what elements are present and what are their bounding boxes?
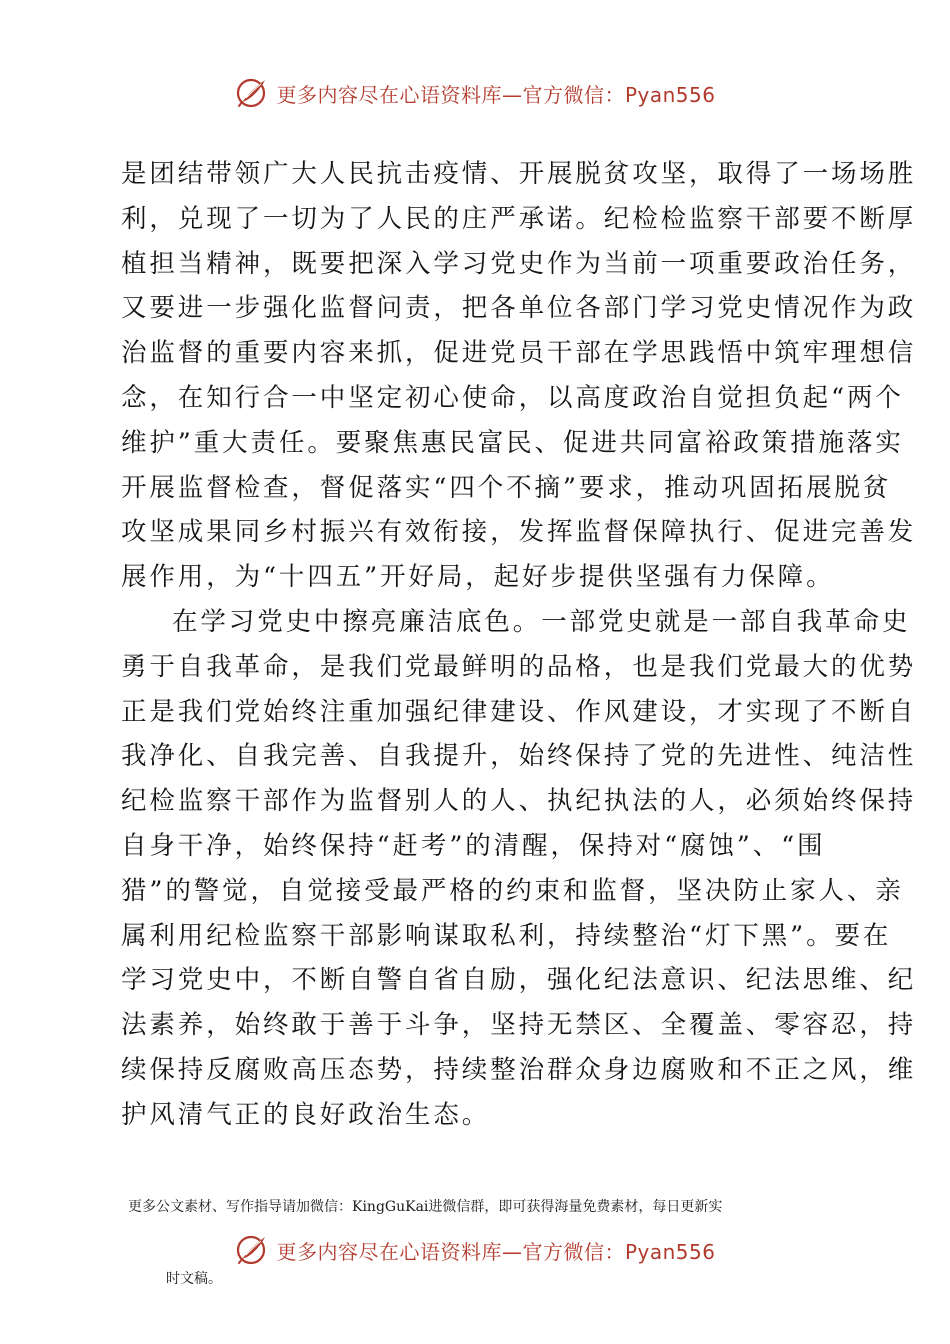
text-line: 护风清气正的良好政治生态。 — [121, 1099, 491, 1130]
text-line: 开展监督检查，督促落实“四个不摘”要求，推动巩固拓展脱贫 — [121, 472, 892, 503]
text-line: 植担当精神，既要把深入学习党史作为当前一项重要政治任务， — [121, 248, 917, 279]
text-line: 攻坚成果同乡村振兴有效衔接，发挥监督保障执行、促进完善发 — [121, 517, 917, 548]
paragraph-start-line: 在学习党史中擦亮廉洁底色。一部党史就是一部自我革命史 — [172, 606, 911, 637]
text-line: 是团结带领广大人民抗击疫情、开展脱贫攻坚，取得了一场场胜 — [121, 159, 917, 189]
text-line: 念，在知行合一中坚定初心使命，以高度政治自觉担负起“两个 — [121, 382, 904, 413]
text-line: 展作用，为“十四五”开好局，起好步提供坚强有力保障。 — [121, 562, 835, 593]
text-line: 维护”重大责任。要聚焦惠民富民、促进共同富裕政策措施落实 — [121, 427, 904, 458]
text-line: 自身干净，始终保持“赶考”的清醒，保持对“腐蚀”、“围 — [121, 830, 826, 861]
text-line: 猎”的警觉，自觉接受最严格的约束和监督，坚决防止家人、亲 — [121, 875, 904, 906]
text-line: 属利用纪检监察干部影响谋取私利，持续整治“灯下黑”。要在 — [121, 920, 892, 951]
text-line: 学习党史中，不断自警自省自励，强化纪法意识、纪法思维、纪 — [121, 965, 917, 996]
text-line: 治监督的重要内容来抓，促进党员干部在学思践悟中筑牢理想信 — [121, 338, 917, 369]
text-line: 又要进一步强化监督问责，把各单位各部门学习党史情况作为政 — [121, 293, 917, 324]
footer-note-line-1: 更多公文素材、写作指导请加微信：KingGuKai进微信群，即可获得海量免费素材，每日更新实 — [128, 1199, 723, 1215]
text-line: 我净化、自我完善、自我提升，始终保持了党的先进性、纯洁性 — [121, 741, 917, 772]
footer-note-line-2: 时文稿。 — [166, 1271, 222, 1287]
text-line: 利，兑现了一切为了人民的庄严承诺。纪检检监察干部要不断厚 — [121, 203, 917, 234]
footer-watermark — [0, 1228, 950, 1272]
watermark-text: 更多内容尽在心语资料库—官方微信：Pyan556 — [276, 1239, 716, 1264]
quill-logo-icon — [234, 75, 270, 111]
text-line: 纪检监察干部作为监督别人的人、执纪执法的人，必须始终保持 — [121, 786, 917, 817]
text-line: 正是我们党始终注重加强纪律建设、作风建设，才实现了不断自 — [121, 696, 917, 727]
text-line: 法素养，始终敢于善于斗争，坚持无禁区、全覆盖、零容忍，持 — [121, 1010, 917, 1041]
quill-logo-icon — [234, 1232, 270, 1268]
header-watermark — [0, 71, 950, 115]
text-line: 续保持反腐败高压态势，持续整治群众身边腐败和不正之风，维 — [121, 1054, 917, 1085]
watermark-text: 更多内容尽在心语资料库—官方微信：Pyan556 — [276, 82, 716, 107]
text-line: 勇于自我革命，是我们党最鲜明的品格，也是我们党最大的优势 — [121, 651, 917, 682]
article-body — [121, 152, 917, 1138]
